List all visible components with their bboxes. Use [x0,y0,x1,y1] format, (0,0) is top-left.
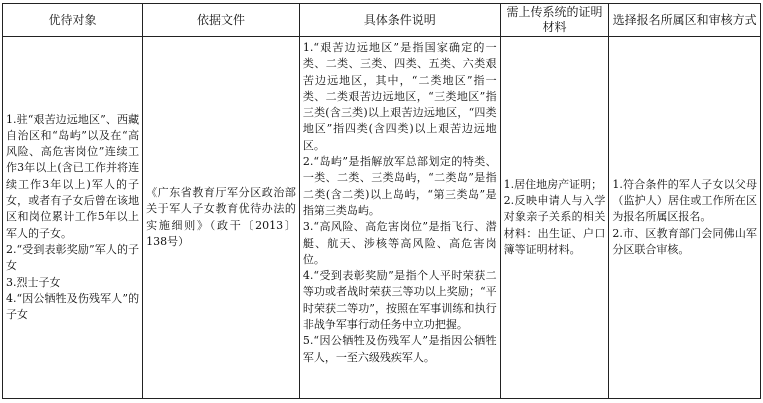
target-item-4: 4.“因公牺牲及伤残军人”的子女 [6,291,140,322]
header-review: 选择报名所属区和审核方式 [609,4,761,37]
target-item-3: 3.烈士子女 [6,275,61,289]
cell-materials [500,37,609,399]
review-item-2: 2.市、区教育部门会同佛山军分区联合审核。 [612,226,757,256]
material-item-2: 2.反映申请人与入学对象亲子关系的相关材料：出生证、户口簿等证明材料。 [503,194,606,256]
condition-item-1: 1.“艰苦边远地区”是指国家确定的一类、二类、三类、四类、五类、六类艰苦边远地区，其中，“二类地区”指一类、二类艰苦边远地区，“三类地区”指三类(含三类)以上艰苦边远地区，“四类地区”指四类(含四类)以上艰苦边远地区。 [302,41,497,152]
header-basis: 依据文件 [143,4,300,37]
basis-document: 《广东省教育厅军分区政治部关于军人子女教育优待办法的实施细则》（政干〔2013〕138号） [146,185,296,248]
material-item-1: 1.居住地房产证明； [503,177,603,191]
condition-item-2: 2.“岛屿”是指解放军总部划定的特类、一类、二类、三类岛屿，“二类岛”是指二类(含二类)以上岛屿，“第三类岛”是指第三类岛屿。 [302,155,497,217]
target-item-2: 2.“受到表彰奖励”军人的子女 [6,242,140,273]
condition-item-5: 5.“因公牺牲及伤残军人”是指因公牺牲军人，一至六级残疾军人。 [302,334,497,364]
preferential-treatment-table [2,3,761,399]
condition-item-3: 3.“高风险、高危害岗位”是指飞行、潜艇、航天、涉核等高风险、高危害岗位。 [302,220,497,266]
cell-target [3,37,143,399]
header-target: 优待对象 [3,4,143,37]
cell-conditions [299,37,500,399]
table-row [3,37,761,399]
header-materials: 需上传系统的证明材料 [500,4,609,37]
target-item-1: 1.驻“艰苦边远地区”、西藏自治区和“岛屿”以及在“高风险、高危害岗位”连续工作3年以上(含已工作并将连续工作3年以上)军人的子女，或者有子女后曾在该地区和岗位累计工作5年以上军人的子女。 [6,112,140,240]
table-header-row [3,4,761,37]
cell-basis [143,37,300,399]
cell-review [609,37,761,399]
condition-item-4: 4.“受到表彰奖励”是指个人平时荣获二等功或者战时荣获三等功以上奖励；“平时荣获二等功”，按照在军事训练和执行非战争军事行动任务中立功把握。 [302,269,497,332]
header-conditions: 具体条件说明 [299,4,500,37]
review-item-1: 1.符合条件的军人子女以父母（监护人）居住或工作所在区为报名所属区报名。 [612,177,757,224]
